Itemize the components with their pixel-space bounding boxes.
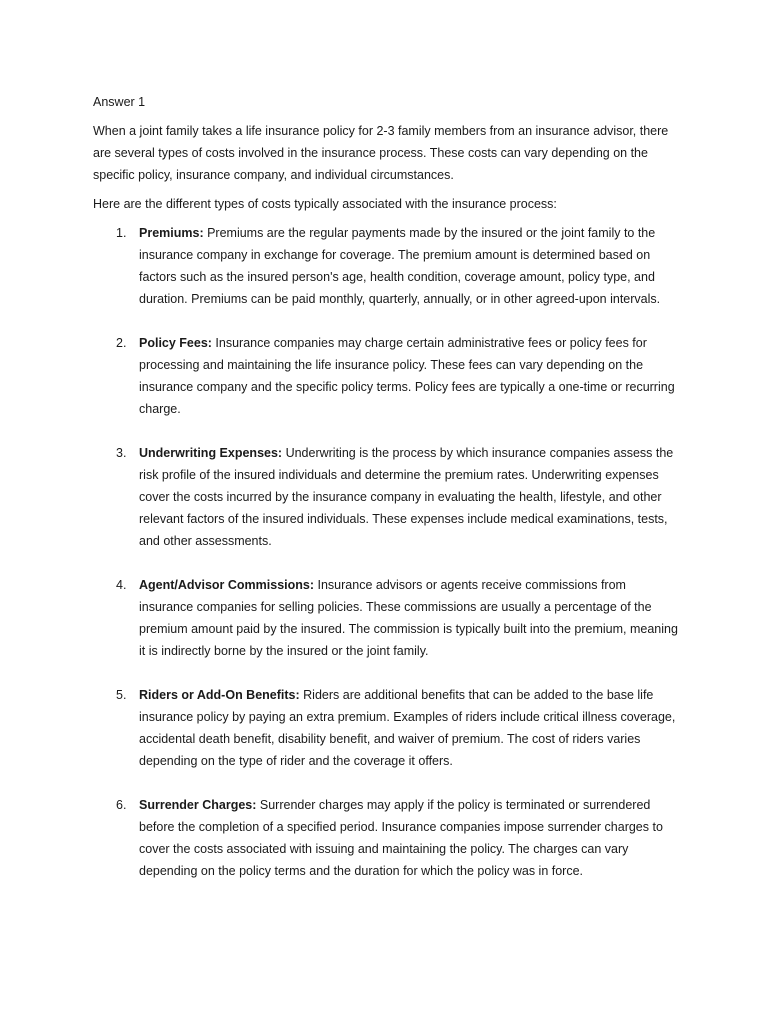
item-number: 3. [116, 446, 127, 460]
list-item [93, 222, 683, 310]
list-item [93, 794, 683, 882]
answer-heading: Answer 1 [93, 95, 146, 109]
item-text: Riders are additional benefits that can be added to the base life insurance policy by paying an extra premium. Examples of riders include critical illness coverage, accidental death benefit, disability benefit, and waiver of premium. The cost of riders varies depending on the type of rider and the coverage it offers. [139, 688, 676, 768]
item-text: Insurance companies may charge certain administrative fees or policy fees for processing and maintaining the life insurance policy. These fees can vary depending on the insurance company and the specific policy terms. Policy fees are typically a one-time or recurring charge. [139, 336, 675, 416]
item-term: Surrender Charges: [139, 798, 257, 812]
item-text: Premiums are the regular payments made by the insured or the joint family to the insurance company in exchange for coverage. The premium amount is determined based on factors such as the insured person's age, health condition, coverage amount, policy type, and duration. Premiums can be paid monthly, quarterly, annually, or in other agreed-upon intervals. [139, 226, 661, 306]
lead-paragraph: Here are the different types of costs typically associated with the insurance process: [93, 197, 557, 211]
item-number: 1. [116, 226, 127, 240]
item-text: Insurance advisors or agents receive commissions from insurance companies for selling policies. These commissions are usually a percentage of the premium amount paid by the insured. The commission is typically built into the premium, meaning it is indirectly borne by the insured or the joint family. [139, 578, 678, 658]
item-number: 6. [116, 798, 127, 812]
item-number: 5. [116, 688, 127, 702]
item-number: 2. [116, 336, 127, 350]
item-term: Underwriting Expenses: [139, 446, 283, 460]
list-item [93, 684, 683, 772]
list-item [93, 442, 683, 552]
item-text: Surrender charges may apply if the policy is terminated or surrendered before the completion of a specified period. Insurance companies impose surrender charges to cover the costs associated with issuing and maintaining the policy. The charges can vary depending on the policy terms and the duration for which the policy was in force. [139, 798, 663, 878]
item-term: Premiums: [139, 226, 204, 240]
item-term: Agent/Advisor Commissions: [139, 578, 315, 592]
cost-types-list [93, 222, 683, 882]
document-page [93, 91, 683, 904]
intro-paragraph: When a joint family takes a life insurance policy for 2-3 family members from an insurance advisor, there are several types of costs involved in the insurance process. These costs can vary depending on the specific policy, insurance company, and individual circumstances. [93, 124, 669, 182]
item-text: Underwriting is the process by which insurance companies assess the risk profile of the insured individuals and determine the premium rates. Underwriting expenses cover the costs incurred by the insurance company in evaluating the health, lifestyle, and other relevant factors of the insured individuals. These expenses include medical examinations, tests, and other assessments. [139, 446, 674, 548]
list-item [93, 332, 683, 420]
item-term: Riders or Add-On Benefits: [139, 688, 300, 702]
item-term: Policy Fees: [139, 336, 212, 350]
item-number: 4. [116, 578, 127, 592]
list-item [93, 574, 683, 662]
